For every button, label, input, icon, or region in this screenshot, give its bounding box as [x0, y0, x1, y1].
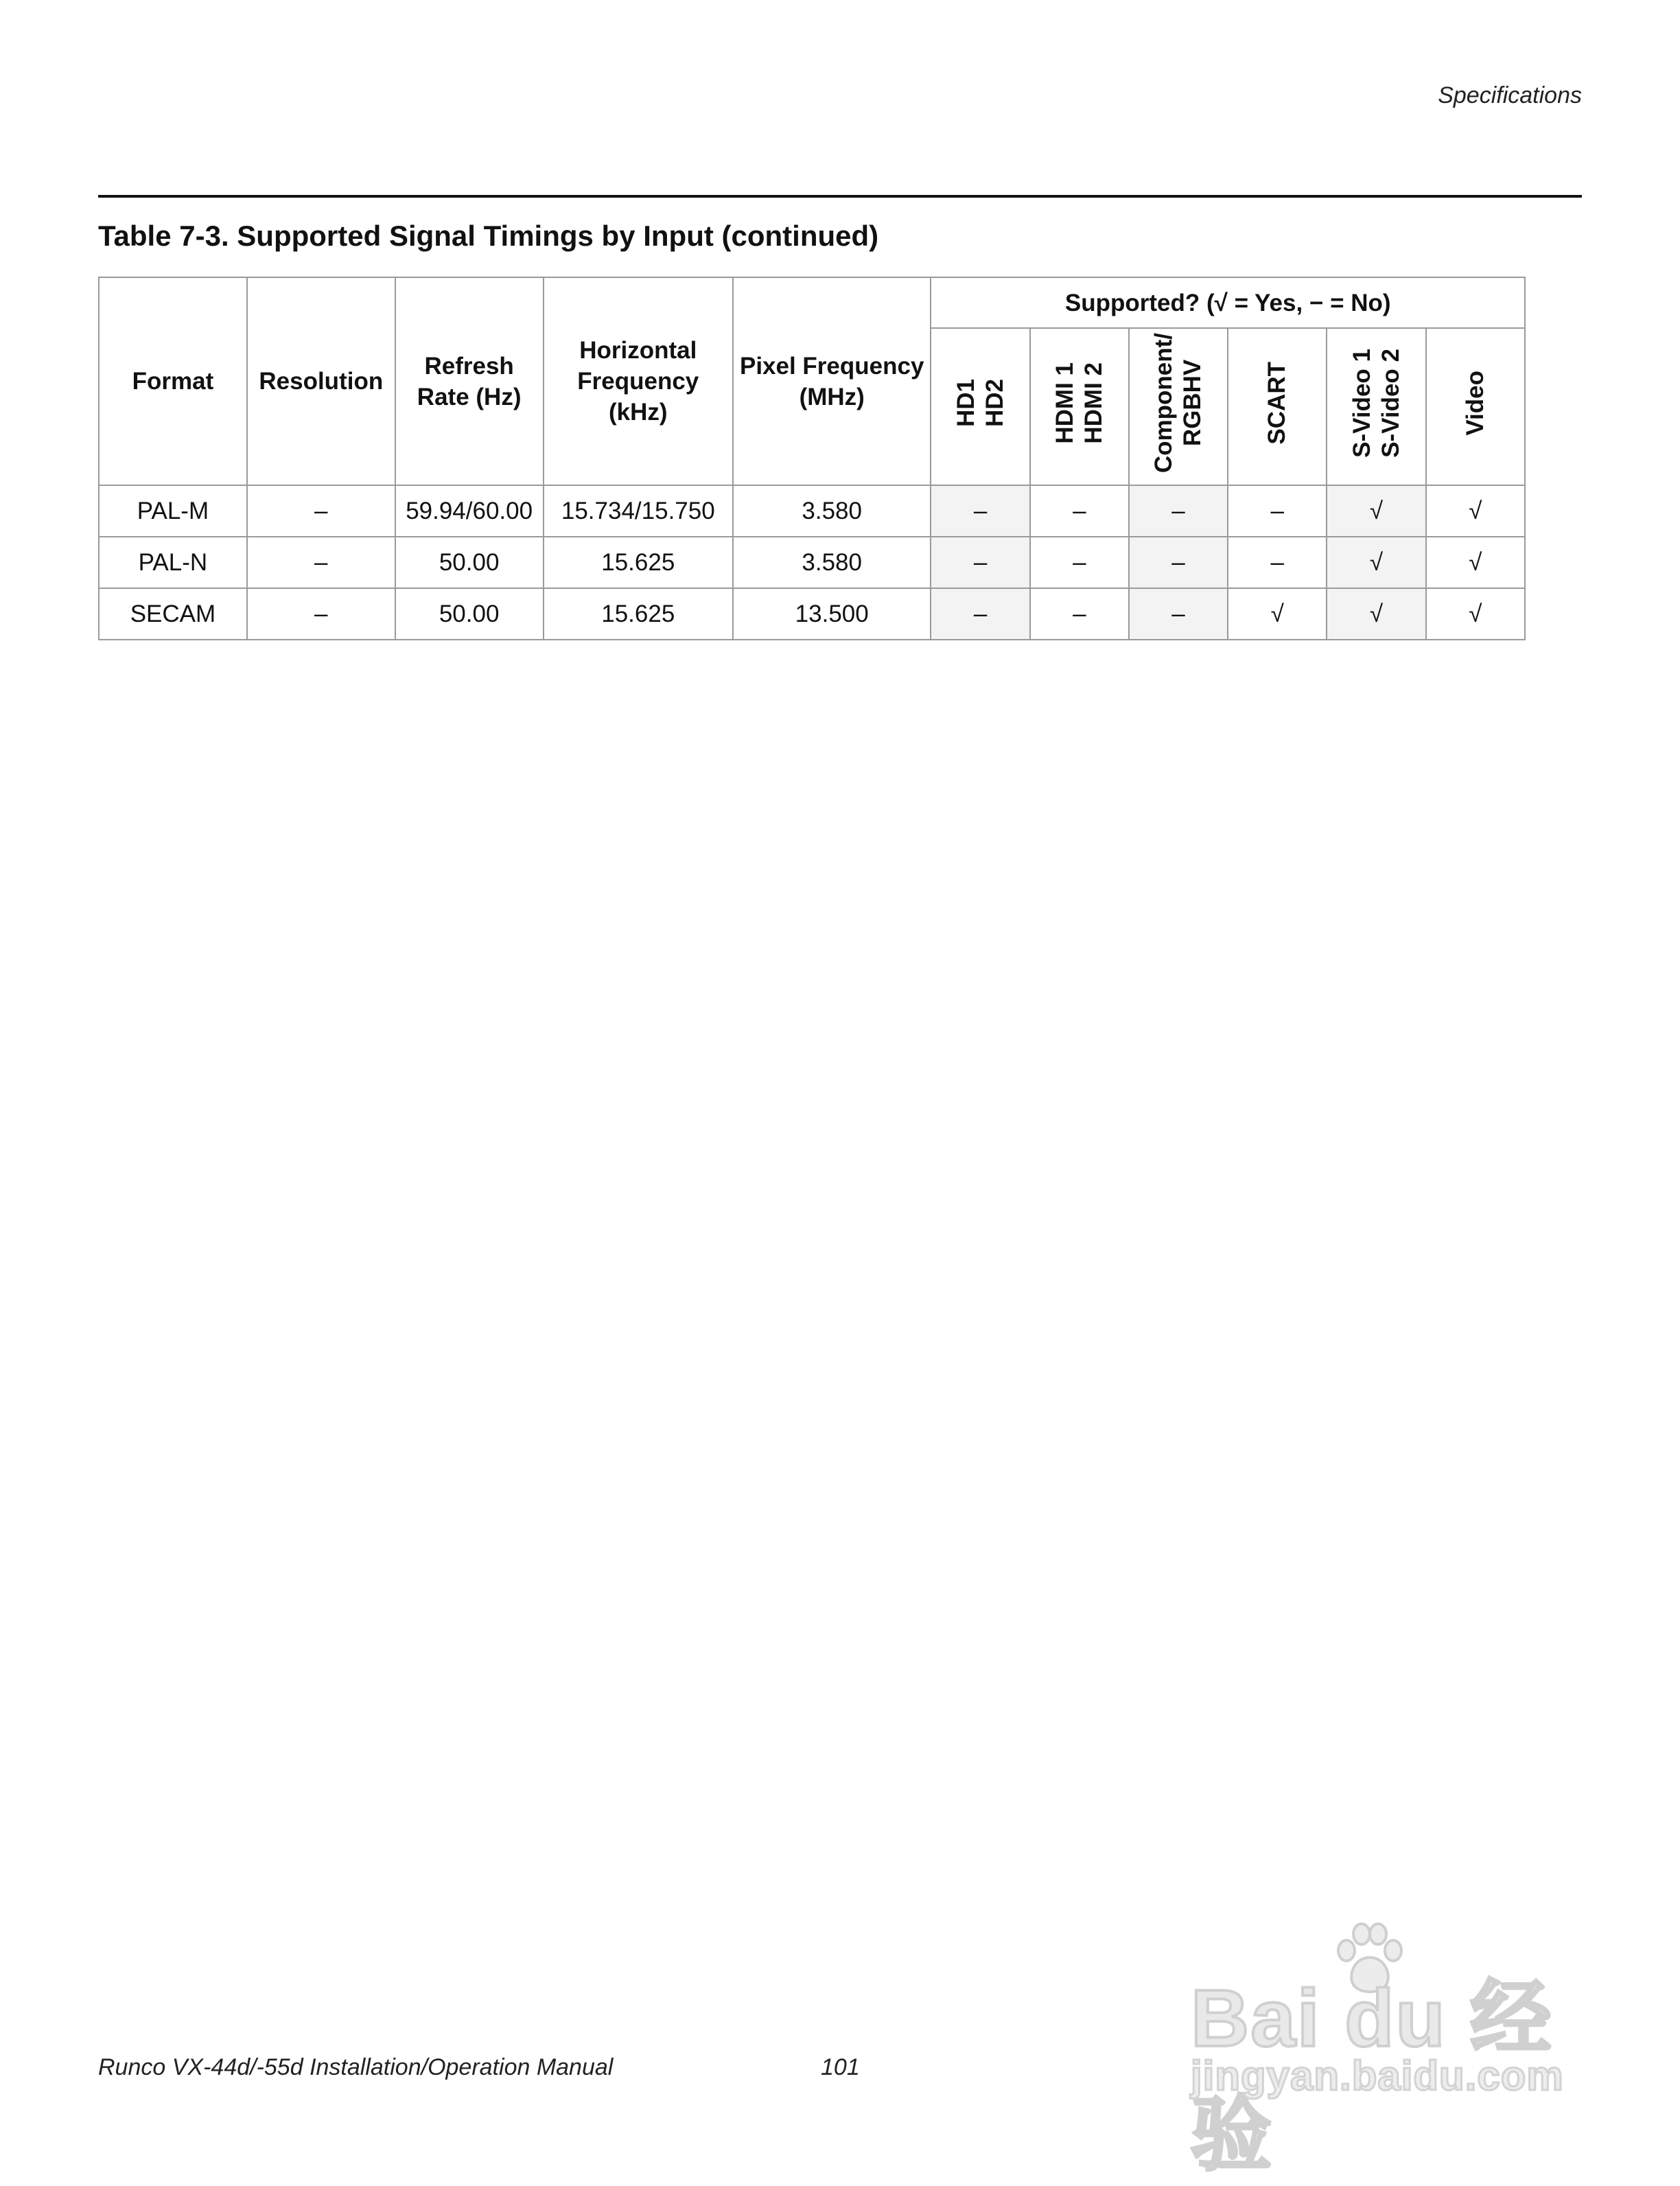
- column-header-pixel-frequency: Pixel Frequency (MHz): [733, 277, 931, 485]
- input-header-scart: SCART: [1228, 328, 1327, 485]
- cell-support-scart: √: [1228, 588, 1327, 640]
- cell-hfreq: 15.625: [544, 588, 733, 640]
- cell-support-hd: –: [931, 537, 1029, 588]
- cell-resolution: –: [247, 588, 395, 640]
- column-header-horizontal-frequency: Horizontal Frequency (kHz): [544, 277, 733, 485]
- input-header-svideo: S-Video 1 S-Video 2: [1327, 328, 1425, 485]
- running-head: Specifications: [1438, 82, 1582, 108]
- cell-support-video: √: [1426, 537, 1525, 588]
- cell-support-component: –: [1129, 537, 1228, 588]
- column-header-resolution: Resolution: [247, 277, 395, 485]
- cell-refresh: 50.00: [395, 588, 544, 640]
- cell-support-hdmi: –: [1030, 588, 1129, 640]
- cell-hfreq: 15.734/15.750: [544, 485, 733, 537]
- cell-support-component: –: [1129, 485, 1228, 537]
- footer-manual-title: Runco VX-44d/-55d Installation/Operation Manual: [98, 2054, 614, 2080]
- cell-hfreq: 15.625: [544, 537, 733, 588]
- signal-timings-table: [98, 277, 1526, 640]
- cell-refresh: 59.94/60.00: [395, 485, 544, 537]
- cell-support-hdmi: –: [1030, 485, 1129, 537]
- baidu-watermark: [1191, 1922, 1575, 2181]
- watermark-url: jingyan.baidu.com: [1191, 2053, 1564, 2099]
- input-header-video: Video: [1426, 328, 1525, 485]
- cell-resolution: –: [247, 485, 395, 537]
- cell-pixel: 3.580: [733, 537, 931, 588]
- cell-support-video: √: [1426, 485, 1525, 537]
- header-rule: [98, 195, 1582, 198]
- column-header-refresh-rate: Refresh Rate (Hz): [395, 277, 544, 485]
- table-title: Table 7-3. Supported Signal Timings by Input (continued): [98, 220, 879, 252]
- cell-support-component: –: [1129, 588, 1228, 640]
- table-row: [99, 537, 1525, 588]
- input-header-hdmi: HDMI 1 HDMI 2: [1030, 328, 1129, 485]
- cell-support-svideo: √: [1327, 588, 1425, 640]
- cell-support-hdmi: –: [1030, 537, 1129, 588]
- cell-format: SECAM: [99, 588, 247, 640]
- cell-pixel: 13.500: [733, 588, 931, 640]
- cell-format: PAL-M: [99, 485, 247, 537]
- cell-support-hd: –: [931, 588, 1029, 640]
- supported-header: Supported? (√ = Yes, − = No): [931, 277, 1525, 328]
- cell-support-svideo: √: [1327, 537, 1425, 588]
- cell-support-svideo: √: [1327, 485, 1425, 537]
- input-header-component: Component/ RGBHV: [1129, 328, 1228, 485]
- footer-page-number: 101: [821, 2054, 860, 2080]
- table-row: [99, 588, 1525, 640]
- cell-support-video: √: [1426, 588, 1525, 640]
- input-header-hd: HD1 HD2: [931, 328, 1029, 485]
- watermark-brand: Bai du 经验: [1191, 1973, 1553, 2181]
- cell-support-hd: –: [931, 485, 1029, 537]
- column-header-format: Format: [99, 277, 247, 485]
- table-row: [99, 485, 1525, 537]
- cell-refresh: 50.00: [395, 537, 544, 588]
- cell-support-scart: –: [1228, 537, 1327, 588]
- cell-format: PAL-N: [99, 537, 247, 588]
- cell-support-scart: –: [1228, 485, 1327, 537]
- cell-pixel: 3.580: [733, 485, 931, 537]
- cell-resolution: –: [247, 537, 395, 588]
